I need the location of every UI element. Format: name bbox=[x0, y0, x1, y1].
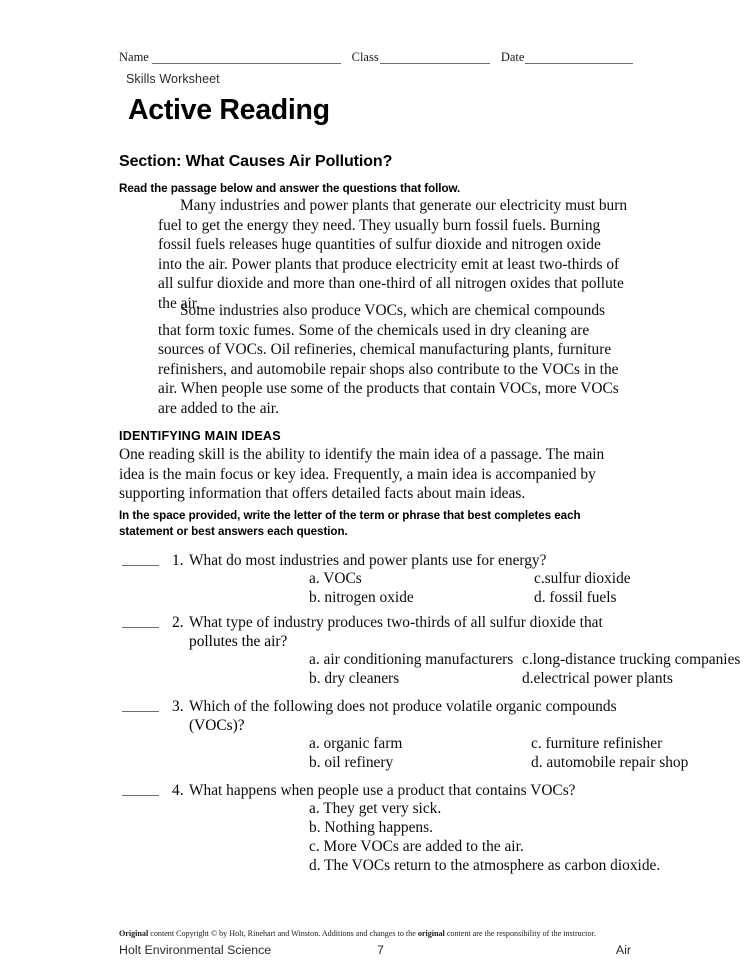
question-text: What happens when people use a product that contains VOCs? bbox=[189, 782, 576, 799]
question-header bbox=[119, 551, 639, 570]
option-item[interactable]: b. Nothing happens. bbox=[309, 819, 433, 836]
footer-page-number: 7 bbox=[377, 943, 384, 957]
footer-chapter: Air bbox=[615, 943, 631, 957]
read-instruction: Read the passage below and answer the questions that follow. bbox=[119, 182, 461, 195]
question-item bbox=[119, 781, 661, 874]
answer-blank[interactable] bbox=[122, 626, 159, 628]
option-item[interactable]: a. They get very sick. bbox=[309, 800, 442, 817]
page-title: Active Reading bbox=[128, 94, 330, 126]
copyright-text-end: content are the responsibility of the instructor. bbox=[444, 929, 596, 938]
answer-instruction: In the space provided, write the letter of the term or phrase that best completes each statement or best answers each question. bbox=[119, 509, 581, 539]
identifying-main-ideas-heading: IDENTIFYING MAIN IDEAS bbox=[119, 429, 281, 443]
question-header bbox=[119, 697, 639, 716]
answer-blank[interactable] bbox=[122, 794, 159, 796]
option-item[interactable]: b. dry cleaners bbox=[309, 670, 400, 687]
question-number: 3. bbox=[172, 698, 184, 715]
question-text-continued: (VOCs)? bbox=[189, 717, 245, 734]
option-item[interactable]: a. VOCs bbox=[309, 570, 362, 587]
question-text: Which of the following does not produce volatile organic compounds bbox=[189, 698, 617, 715]
option-item[interactable]: c.sulfur dioxide bbox=[534, 570, 631, 587]
question-number: 1. bbox=[172, 552, 184, 569]
answer-blank[interactable] bbox=[122, 710, 159, 712]
option-item[interactable]: c. More VOCs are added to the air. bbox=[309, 838, 524, 855]
question-item bbox=[119, 551, 639, 606]
name-label: Name bbox=[119, 50, 149, 64]
question-text: What type of industry produces two-thirds of all sulfur dioxide that bbox=[189, 614, 603, 631]
question-header bbox=[119, 781, 639, 800]
option-item[interactable]: a. organic farm bbox=[309, 735, 403, 752]
question-text: What do most industries and power plants use for energy? bbox=[189, 552, 547, 569]
answer-blank[interactable] bbox=[122, 564, 159, 566]
date-label: Date bbox=[500, 50, 525, 64]
question-number: 2. bbox=[172, 614, 184, 631]
option-item[interactable]: b. oil refinery bbox=[309, 754, 394, 771]
class-label: Class bbox=[351, 50, 379, 64]
question-item bbox=[119, 613, 741, 687]
class-write-in-field[interactable] bbox=[380, 51, 490, 64]
question-text-continued: pollutes the air? bbox=[189, 633, 288, 650]
worksheet-kicker: Skills Worksheet bbox=[126, 72, 220, 86]
date-write-in-field[interactable] bbox=[525, 51, 633, 64]
question-number: 4. bbox=[172, 782, 184, 799]
copyright-bold-original-2: original bbox=[417, 929, 445, 938]
question-item bbox=[119, 697, 689, 771]
option-item[interactable]: d. automobile repair shop bbox=[531, 754, 689, 771]
copyright-text-mid: content Copyright © by Holt, Rinehart and Winston. Additions and changes to the bbox=[148, 929, 418, 938]
footer-book-title: Holt Environmental Science bbox=[119, 943, 272, 957]
option-item[interactable]: d. The VOCs return to the atmosphere as carbon dioxide. bbox=[309, 857, 661, 874]
option-item[interactable]: c. furniture refinisher bbox=[531, 735, 663, 752]
student-info-line bbox=[119, 46, 633, 64]
passage-paragraph-2: Some industries also produce VOCs, which are chemical compounds that form toxic fumes. Some of the chemicals used in dry cleaning are sources of VOCs. Oil refineries, chemical manufacturing plants, furniture refinishers, and automobile repair shops also contribute to the VOCs in the air. When people use some of the products that contain VOCs, more VOCs are added to the air. bbox=[158, 302, 619, 417]
passage-paragraph-1: Many industries and power plants that generate our electricity must burn fuel to get the energy they need. They usually burn fossil fuels. Burning fossil fuels releases huge quantities of sulfur dioxide and nitrogen oxide into the air. Power plants that produce electricity emit at least two-thirds of all sulfur dioxide and more than one-third of all nitrogen oxides that pollute the air. bbox=[158, 197, 628, 312]
page-footer bbox=[119, 943, 631, 961]
option-item[interactable]: b. nitrogen oxide bbox=[309, 589, 414, 606]
copyright-bold-original: Original bbox=[119, 929, 149, 938]
option-item[interactable]: c.long-distance trucking companies bbox=[522, 651, 741, 668]
main-ideas-body: One reading skill is the ability to identify the main idea of a passage. The main idea is the main focus or key idea. Frequently, a main idea is accompanied by supporting information that offers detailed facts about main ideas. bbox=[119, 446, 605, 503]
option-item[interactable]: d. fossil fuels bbox=[534, 589, 617, 606]
question-header bbox=[119, 613, 639, 632]
section-heading: Section: What Causes Air Pollution? bbox=[119, 153, 393, 170]
copyright-notice bbox=[119, 929, 629, 939]
option-item[interactable]: d.electrical power plants bbox=[522, 670, 673, 687]
option-item[interactable]: a. air conditioning manufacturers bbox=[309, 651, 514, 668]
name-write-in-field[interactable] bbox=[152, 51, 341, 64]
